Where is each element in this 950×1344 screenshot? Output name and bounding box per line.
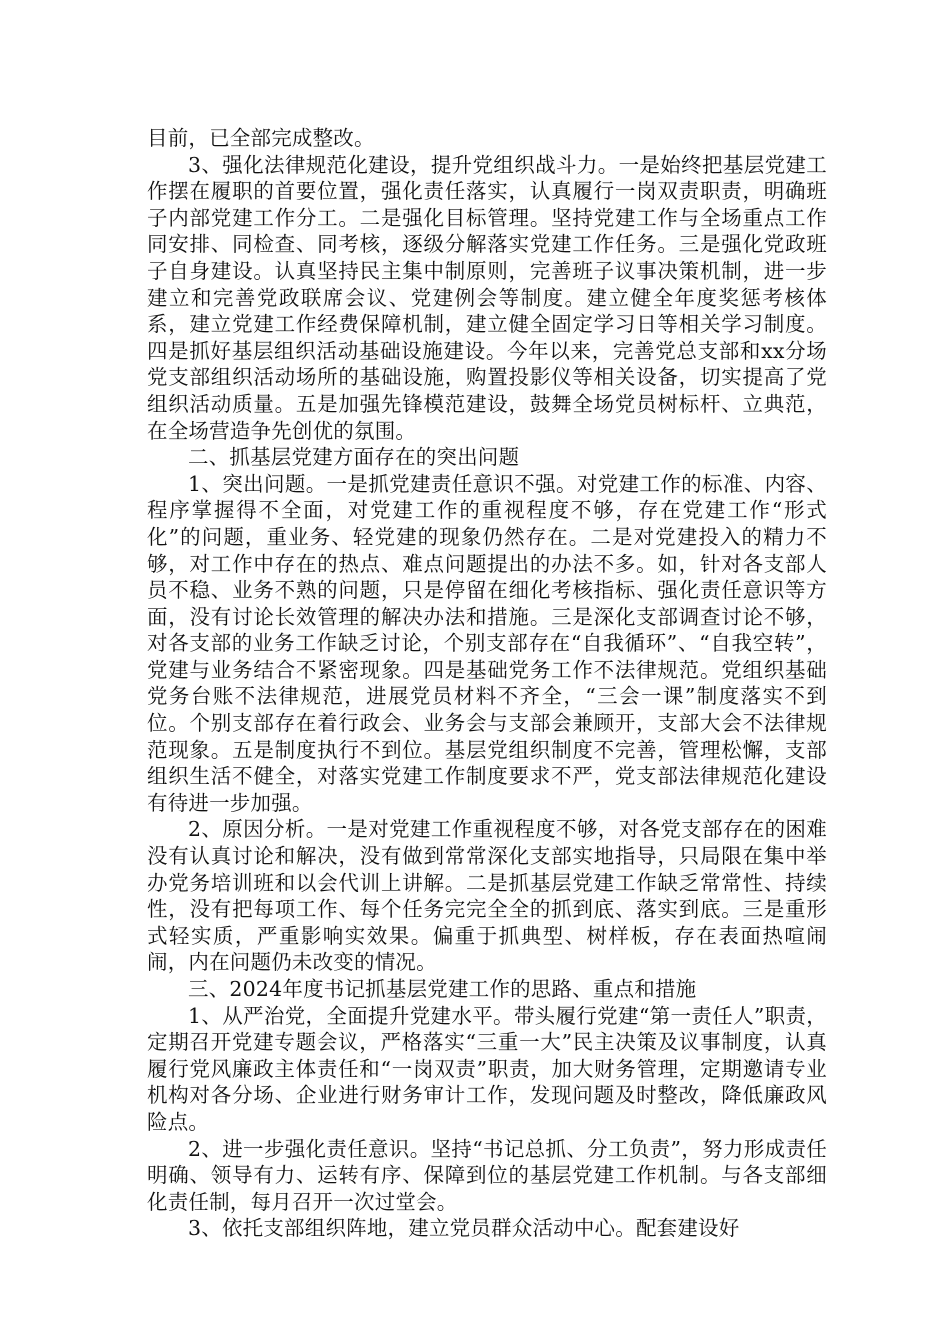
section-heading-3: 三、2024年度书记抓基层党建工作的思路、重点和措施 (188, 977, 697, 1001)
paragraph-3: 1、突出问题。一是抓党建责任意识不强。对党建工作的标准、内容、程序掌握得不全面，对党建工作的重视程度不够，存在党建工作“形式化”的问题，重业务、轻党建的现象仍然存在。二是对党建投入的精力不够，对工作中存在的热点、难点问题提出的办法不多。如，针对各支部人员不稳、业务不熟的问题，只是停留在细化考核指标、强化责任意识等方面，没有讨论长效管理的解决办法和措施。三是深化支部调查讨论不够，对各支部的业务工作缺乏讨论，个别支部存在“自我循环”、“自我空转”，党建与业务结合不紧密现象。四是基础党务工作不法律规范。党组织基础党务台账不法律规范，进展党员材料不齐全，“三会一课”制度落实不到位。个别支部存在着行政会、业务会与支部会兼顾开，支部大会不法律规范现象。五是制度执行不到位。基层党组织制度不完善，管理松懈，支部组织生活不健全，对落实党建工作制度要求不严，党支部法律规范化建设有待进一步加强。 (147, 471, 827, 815)
section-heading-2: 二、抓基层党建方面存在的突出问题 (188, 445, 520, 470)
paragraph-5: 1、从严治党，全面提升党建水平。带头履行党建“第一责任人”职责，定期召开党建专题会议，严格落实“三重一大”民主决策及议事制度，认真履行党风廉政主体责任和“一岗双责”职责，加大财务管理，定期邀请专业机构对各分场、企业进行财务审计工作，发现问题及时整改，降低廉政风险点。 (147, 1003, 827, 1134)
document-body (147, 125, 827, 1242)
paragraph-4: 2、原因分析。一是对党建工作重视程度不够，对各党支部存在的困难没有认真讨论和解决，没有做到常常深化支部实地指导，只局限在集中举办党务培训班和以会代训上讲解。二是抓基层党建工作缺乏常常性、持续性，没有把每项工作、每个任务完完全全的抓到底、落实到底。三是重形式轻实质，严重影响实效果。偏重于抓典型、树样板，存在表面热喧闹闹，内在问题仍未改变的情况。 (147, 817, 827, 975)
paragraph-7: 3、依托支部组织阵地，建立党员群众活动中心。配套建设好 (188, 1216, 740, 1241)
paragraph-6: 2、进一步强化责任意识。坚持“书记总抓、分工负责”，努力形成责任明确、领导有力、运转有序、保障到位的基层党建工作机制。与各支部细化责任制，每月召开一次过堂会。 (147, 1136, 827, 1214)
paragraph-2: 3、强化法律规范化建设，提升党组织战斗力。一是始终把基层党建工作摆在履职的首要位置，强化责任落实，认真履行一岗双责职责，明确班子内部党建工作分工。二是强化目标管理。坚持党建工作与全场重点工作同安排、同检查、同考核，逐级分解落实党建工作任务。三是强化党政班子自身建设。认真坚持民主集中制原则，完善班子议事决策机制，进一步建立和完善党政联席会议、党建例会等制度。建立健全年度奖惩考核体系，建立党建工作经费保障机制，建立健全固定学习日等相关学习制度。四是抓好基层组织活动基础设施建设。今年以来，完善党总支部和xx分场党支部组织活动场所的基础设施，购置投影仪等相关设备，切实提高了党组织活动质量。五是加强先锋模范建设，鼓舞全场党员树标杆、立典范，在全场营造争先创优的氛围。 (147, 152, 827, 443)
paragraph-1: 目前，已全部完成整改。 (147, 126, 375, 150)
